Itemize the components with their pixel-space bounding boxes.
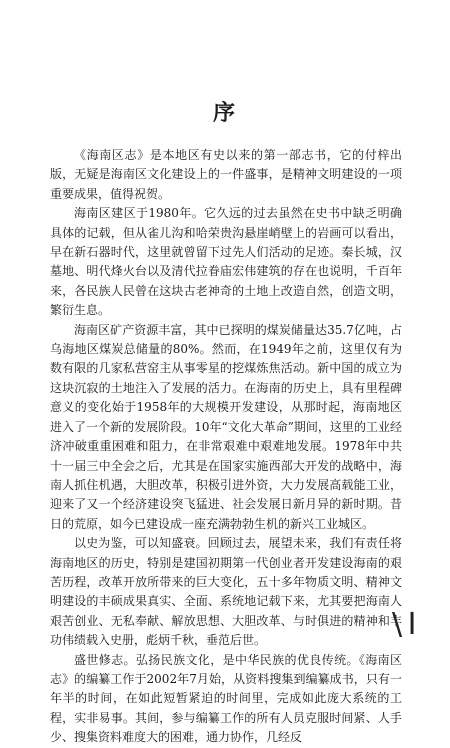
paragraph: 以史为鉴，可以知盛衰。回顾过去，展望未来，我们有责任将海南地区的历史，特别是建国初期第一代创业者开发建设海南的艰苦历程，改革开放所带来的巨大变化，五十多年物质文明、精神文明建设的丰硕成果真实、全面、系统地记载下来，尤其要把海南人艰苦创业、无私奉献、解放思想、大胆改革、与时俱进的精神和丰功伟绩载入史册，彪炳千秋，垂范后世。 [50, 536, 402, 648]
paragraph: 海南区建区于1980年。它久远的过去虽然在史书中缺乏明确具体的记载，但从雀儿沟和哈荣贵沟悬崖峭壁上的岩画可以看出，早在新石器时代，这里就曾留下过先人们活动的足迹。秦长城，汉墓地、明代烽火台以及清代拉眷庙宏伟建筑的存在也说明，千百年来，各民族人民曾在这块古老神奇的土地上改造自然，创造文明，繁衍生息。 [50, 206, 402, 318]
preface-title: 序 [212, 100, 237, 126]
paragraph: 海南区矿产资源丰富，其中已探明的煤炭储量达35.7亿吨，占乌海地区煤炭总储量的80%。然而，在1949年之前，这里仅有为数有限的几家私营窑主从事零星的挖煤炼焦活动。新中国的成立为这块沉寂的土地注入了发展的活力。在海南的历史上，具有里程碑意义的变化始于1958年的大规模开发建设，从那时起，海南地区进入了一个新的发展阶段。10年“文化大革命”期间，这里的工业经济冲破重重困难和阻力，在非常艰难中艰难地发展。1978年中共十一届三中全会之后，尤其是在国家实施西部大开发的战略中，海南人抓住机遇，大胆改革，积极引进外资，大力发展高载能工业，迎来了又一个经济建设突飞猛进、社会发展日新月异的新时期。昔日的荒原，如今已建设成一座充满勃勃生机的新兴工业城区。 [50, 322, 402, 531]
handwritten-page-mark: \ I [392, 607, 415, 642]
paragraph: 盛世修志。弘扬民族文化，是中华民族的优良传统。《海南区志》的编纂工作于2002年7月始，从资料搜集到编纂成书，只有一年半的时间，在如此短暂紧迫的时间里，完成如此庞大系统的工程，实非易事。其间，参与编纂工作的所有人员克服时间紧、人手少、搜集资料难度大的困难，通力协作，几经反 [50, 652, 402, 745]
paragraph: 《海南区志》是本地区有史以来的第一部志书，它的付梓出版，无疑是海南区文化建设上的一件盛事，是精神文明建设的一项重要成果，值得祝贺。 [50, 148, 402, 201]
preface-body [50, 146, 402, 748]
